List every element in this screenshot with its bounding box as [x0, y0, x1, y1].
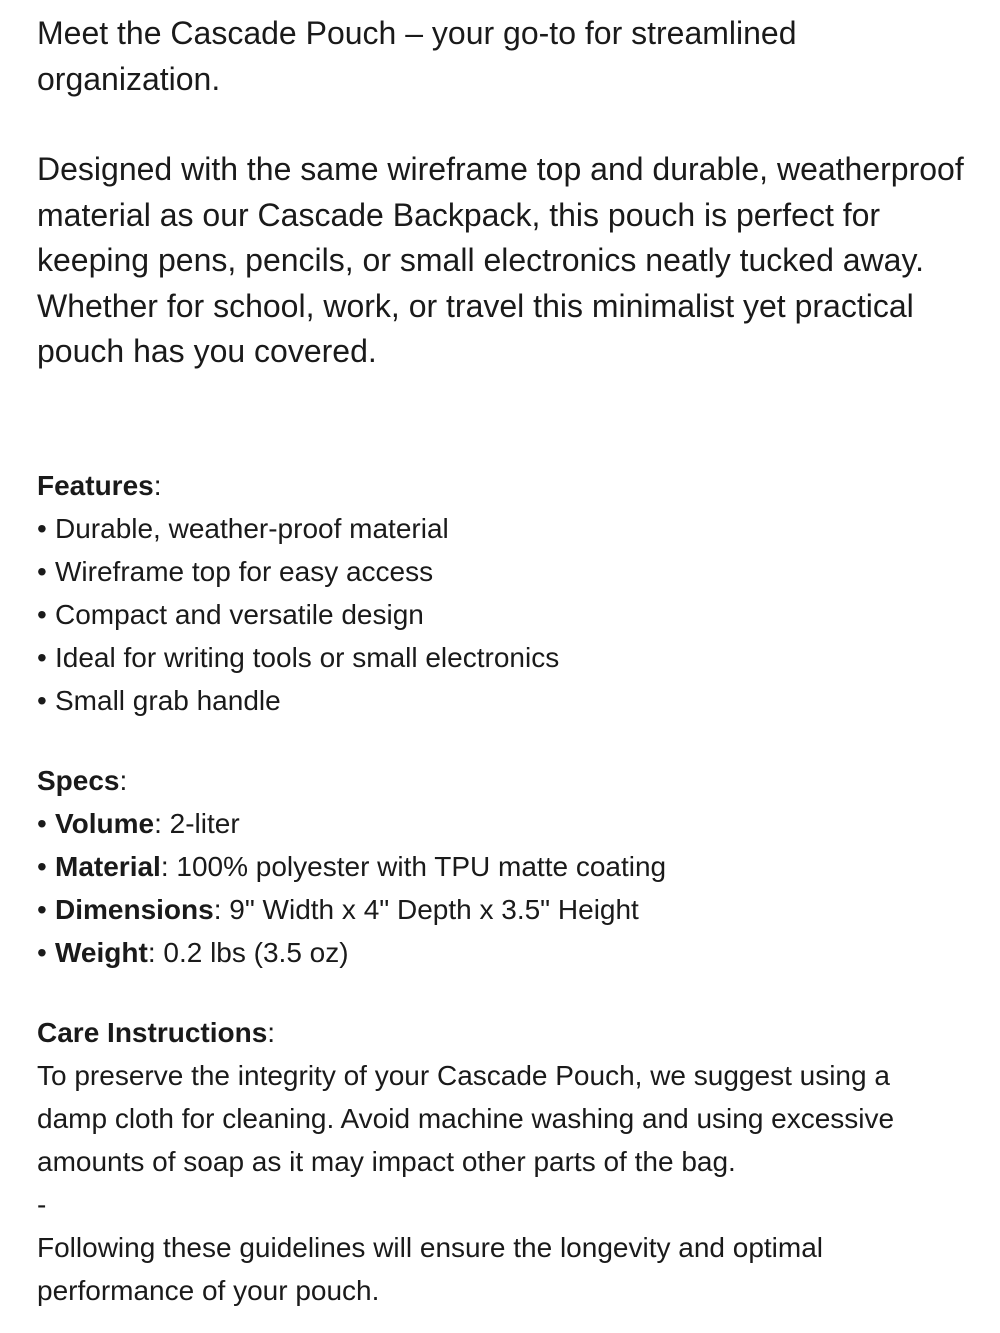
specs-heading	[37, 759, 967, 802]
list-item	[37, 679, 967, 722]
list-item	[37, 593, 967, 636]
specs-heading-label: Specs	[37, 765, 120, 796]
list-item	[37, 507, 967, 550]
feature-text: Small grab handle	[55, 685, 281, 716]
spec-value: 2-liter	[169, 808, 240, 839]
care-text: To preserve the integrity of your Cascade Pouch, we suggest using a damp cloth for cleaning. Avoid machine washing and using excessive amounts of soap as it may impact other parts of the bag.	[37, 1060, 895, 1177]
bullet-icon: •	[37, 894, 47, 925]
bullet-icon: •	[37, 851, 47, 882]
care-heading	[37, 1011, 967, 1054]
spec-separator: :	[147, 937, 164, 968]
spec-label: Volume	[55, 808, 155, 839]
spec-item-dimensions	[37, 888, 967, 931]
spec-separator: :	[213, 894, 230, 925]
features-heading-colon: :	[153, 470, 162, 501]
spec-separator: :	[154, 808, 170, 839]
feature-text: Ideal for writing tools or small electronics	[55, 642, 560, 673]
spec-value: 0.2 lbs (3.5 oz)	[163, 937, 349, 968]
spec-label: Material	[55, 851, 161, 882]
spec-value: 100% polyester with TPU matte coating	[176, 851, 667, 882]
intro-description: Designed with the same wireframe top and durable, weatherproof material as our Cascade Backpack, this pouch is perfect for keeping pens, pencils, or small electronics neatly tucked away. Whether for school, work, or travel this minimalist yet practical pouch has you covered.	[37, 151, 964, 369]
features-list	[37, 507, 967, 722]
spec-value: 9" Width x 4" Depth x 3.5" Height	[229, 894, 639, 925]
specs-heading-colon: :	[119, 765, 128, 796]
bullet-icon: •	[37, 685, 47, 716]
feature-text: Compact and versatile design	[55, 599, 424, 630]
care-separator: -	[37, 1189, 47, 1220]
bullet-icon: •	[37, 808, 47, 839]
features-heading	[37, 464, 967, 507]
spec-label: Weight	[55, 937, 148, 968]
specs-section	[37, 759, 967, 974]
spec-separator: :	[160, 851, 177, 882]
bullet-icon: •	[37, 642, 47, 673]
bullet-icon: •	[37, 556, 47, 587]
list-item	[37, 636, 967, 679]
care-heading-colon: :	[267, 1017, 276, 1048]
bullet-icon: •	[37, 599, 47, 630]
bullet-icon: •	[37, 513, 47, 544]
spec-item-material	[37, 845, 967, 888]
spec-item-volume	[37, 802, 967, 845]
bullet-icon: •	[37, 937, 47, 968]
care-section	[37, 1011, 967, 1312]
care-heading-label: Care Instructions	[37, 1017, 268, 1048]
intro-headline: Meet the Cascade Pouch – your go-to for streamlined organization.	[37, 15, 797, 97]
care-closing: Following these guidelines will ensure the longevity and optimal performance of your pouch.	[37, 1232, 824, 1306]
features-section	[37, 464, 967, 722]
list-item	[37, 550, 967, 593]
feature-text: Durable, weather-proof material	[55, 513, 449, 544]
spec-label: Dimensions	[55, 894, 214, 925]
specs-list	[37, 802, 967, 974]
spec-item-weight	[37, 931, 967, 974]
features-heading-label: Features	[37, 470, 154, 501]
feature-text: Wireframe top for easy access	[55, 556, 434, 587]
